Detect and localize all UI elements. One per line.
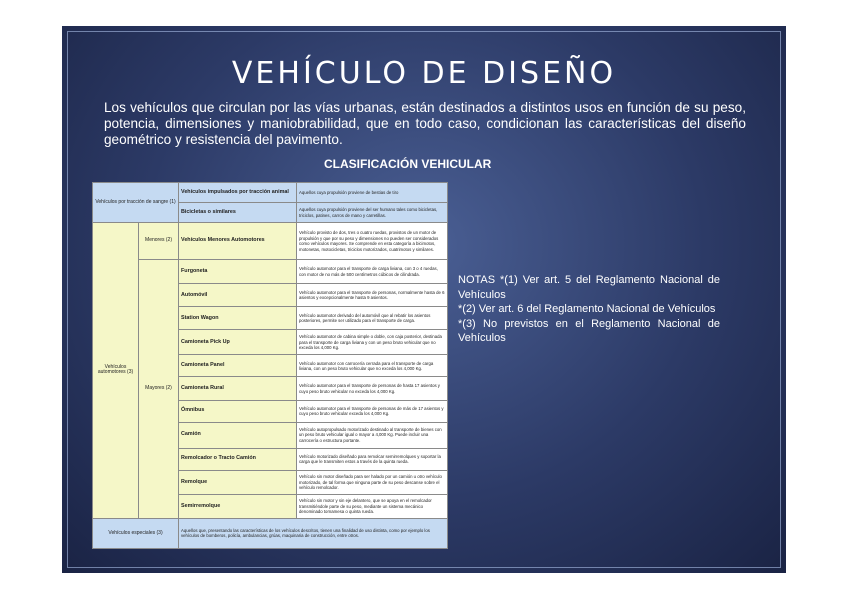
- row-desc: Vehículo sin motor diseñado para ser halado por un camión u otro vehículo motorizado, de tal forma que ninguna parte de su peso descanse sobre el vehículo remolcador.: [297, 470, 448, 494]
- table-subtitle: CLASIFICACIÓN VEHICULAR: [324, 157, 492, 171]
- row-type: Vehículos impulsados por tracción animal: [179, 183, 297, 203]
- group-especiales: Vehículos especiales (3): [93, 518, 179, 548]
- row-type: Remolcador o Tracto Camión: [179, 448, 297, 470]
- classification-table: [92, 182, 448, 549]
- row-desc: Vehículo automotor para el transporte de carga liviana, con 3 o 4 ruedas, con motor de no más de 500 centímetros cúbicos de cilindrada.: [297, 260, 448, 284]
- row-desc: Vehículo autopropulsado motorizado destinado al transporte de bienes con un peso bruto vehicular igual o mayor a 4,000 Kg. Puede incluir una carrocería o estructura portante.: [297, 422, 448, 448]
- row-type: Bicicletas o similares: [179, 203, 297, 223]
- row-type: Camión: [179, 422, 297, 448]
- sub-menores: Menores (2): [139, 223, 179, 260]
- row-type: Ómnibus: [179, 400, 297, 422]
- notes-block: [458, 273, 720, 346]
- row-desc: Vehículo automotor de cabina simple o doble, con caja posterior, destinada para el transporte de carga liviana y con un peso bruto vehicular que no exceda los 4,000 Kg.: [297, 330, 448, 355]
- row-desc: Vehículo automotor para el transporte de personas, normalmente hasta de 6 asientos y excepcionalmente hasta 9 asientos.: [297, 284, 448, 307]
- row-type: Station Wagon: [179, 307, 297, 330]
- row-type: Furgoneta: [179, 260, 297, 284]
- table-row: [93, 223, 448, 260]
- sub-mayores: Mayores (2): [139, 260, 179, 519]
- row-type: Automóvil: [179, 284, 297, 307]
- table-row: [93, 260, 448, 284]
- group-traccion: Vehículos por tracción de sangre (1): [93, 183, 179, 223]
- slide-title: VEHÍCULO DE DISEÑO: [231, 56, 617, 91]
- row-desc: Vehículo sin motor y sin eje delantero, que se apoya en el remolcador transmitiéndole parte de su peso, mediante un sistema mecánico denominado tornamesa o quinta rueda.: [297, 494, 448, 518]
- table-row: [93, 518, 448, 548]
- row-desc: Vehículo automotor derivado del automóvil que al rebatir los asientos posteriores, permite ser utilizado para el transporte de carga.: [297, 307, 448, 330]
- row-desc: Aquellos cuya propulsión proviene del ser humano tales como bicicletas, triciclos, patines, carros de mano y carretillas.: [297, 203, 448, 223]
- row-type: Vehículos Menores Automotores: [179, 223, 297, 260]
- row-desc: Aquellos cuya propulsión proviene de bestias de tiro: [297, 183, 448, 203]
- row-desc: Vehículo motorizado diseñado para remolcar semirremolques y soportar la carga que le transmiten estos a través de la quinta rueda.: [297, 448, 448, 470]
- intro-paragraph: Los vehículos que circulan por las vías urbanas, están destinados a distintos usos en función de su peso, potencia, dimensiones y maniobrabilidad, que en todo caso, condicionan las características del diseño geométrico y resistencia del pavimento.: [104, 100, 746, 147]
- row-type: Camioneta Rural: [179, 377, 297, 400]
- row-desc: Vehículo automotor con carrocería cerrada para el transporte de carga liviana, con un peso bruto vehicular que no exceda los 4,000 Kg.: [297, 355, 448, 377]
- row-type: Remolque: [179, 470, 297, 494]
- slide: [62, 26, 786, 573]
- note-1: NOTAS *(1) Ver art. 5 del Reglamento Nacional de Vehículos: [458, 274, 720, 301]
- row-desc: Vehículo provisto de dos, tres o cuatro ruedas, provistos de un motor de propulsión y que por su peso y dimensiones no pueden ser considerados como vehículos mayores. Se comprende en esta categoría a bicimotos, motonetas, motocicletas, triciclos motorizados, cuatrimotos y similares.: [297, 223, 448, 260]
- row-desc: Vehículo automotor para el transporte de personas de más de 17 asientos y cuyo peso bruto vehicular exceda los 4,000 Kg.: [297, 400, 448, 422]
- row-type: Camioneta Pick Up: [179, 330, 297, 355]
- row-type: Semirremolque: [179, 494, 297, 518]
- note-3: *(3) No previstos en el Reglamento Nacional de Vehículos: [458, 317, 720, 344]
- especiales-desc: Aquellos que, presentando las características de los vehículos descritos, tienen una finalidad de uso distinta, como por ejemplo los vehículos de bomberos, policía, ambulancias, grúas, maquinaria de construcción, entre otros.: [179, 518, 448, 548]
- row-type: Camioneta Panel: [179, 355, 297, 377]
- note-2: *(2) Ver art. 6 del Reglamento Nacional de Vehículos: [458, 303, 716, 315]
- row-desc: Vehículo automotor para el transporte de personas de hasta 17 asientos y cuyo peso bruto vehicular no exceda los 4,000 Kg.: [297, 377, 448, 400]
- table-row: [93, 183, 448, 203]
- group-automotores: Vehículos automotores (3): [93, 223, 139, 519]
